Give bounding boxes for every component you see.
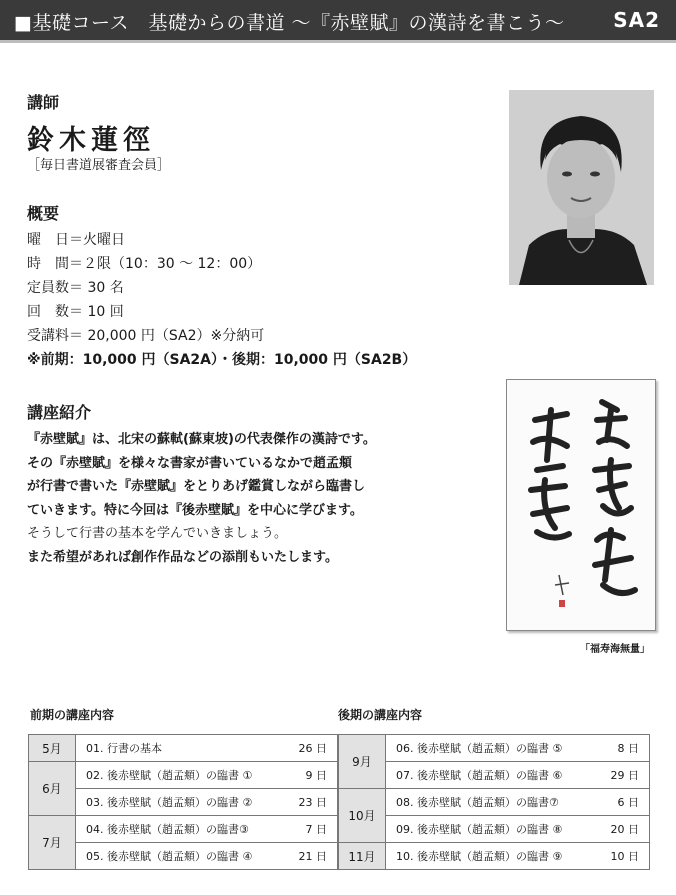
instructor-name: 鈴木蓮徑 [27, 125, 155, 156]
date-cell: 21 日 [290, 843, 337, 870]
date-cell: 9 日 [290, 762, 337, 789]
table-row [29, 735, 338, 762]
overview-line: 回 数＝ 10 回 [27, 304, 124, 320]
table-row [339, 843, 650, 870]
intro-text [27, 428, 397, 569]
month-cell: 6月 [29, 762, 76, 816]
calligraphy-artwork [506, 379, 656, 631]
month-cell: 9月 [339, 735, 386, 789]
intro-label: 講座紹介 [27, 403, 92, 422]
overview-line: 時 間＝２限（10：30 ～ 12：00） [27, 256, 262, 272]
table-row [29, 816, 338, 843]
table-row [29, 762, 338, 789]
date-cell: 8 日 [602, 735, 650, 762]
topic-cell: 05. 後赤壁賦（趙孟頫）の臨書 ④ [76, 843, 291, 870]
intro-line: その『赤壁賦』を様々な書家が書いているなかで趙孟頫 [27, 455, 353, 471]
topic-cell: 03. 後赤壁賦（趙孟頫）の臨書 ② [76, 789, 291, 816]
table-row [29, 789, 338, 816]
topic-cell: 02. 後赤壁賦（趙孟頫）の臨書 ① [76, 762, 291, 789]
first-term-schedule [28, 734, 338, 870]
date-cell: 20 日 [602, 816, 650, 843]
table-row [339, 735, 650, 762]
topic-cell: 04. 後赤壁賦（趙孟頫）の臨書③ [76, 816, 291, 843]
overview-label: 概要 [27, 204, 60, 223]
topic-cell: 01. 行書の基本 [76, 735, 291, 762]
overview-details [27, 228, 416, 372]
second-term-schedule [338, 734, 650, 870]
instructor-label: 講師 [27, 93, 60, 112]
table-row [339, 789, 650, 816]
date-cell: 23 日 [290, 789, 337, 816]
instructor-photo [509, 90, 654, 285]
overview-line: 曜 日＝火曜日 [27, 232, 125, 248]
intro-line: 『赤壁賦』は、北宋の蘇軾(蘇東坡)の代表傑作の漢詩です。 [27, 432, 376, 447]
date-cell: 26 日 [290, 735, 337, 762]
month-cell: 7月 [29, 816, 76, 870]
topic-cell: 09. 後赤壁賦（趙孟頫）の臨書 ⑧ [386, 816, 602, 843]
topic-cell: 06. 後赤壁賦（趙孟頫）の臨書 ⑤ [386, 735, 602, 762]
date-cell: 6 日 [602, 789, 650, 816]
month-cell: 11月 [339, 843, 386, 870]
month-cell: 5月 [29, 735, 76, 762]
overview-line: ※前期：10,000 円（SA2A）・後期：10,000 円（SA2B） [27, 352, 417, 368]
course-title: ■基礎コース 基礎からの書道 ～『赤壁賦』の漢詩を書こう～ [14, 12, 565, 34]
topic-cell: 07. 後赤壁賦（趙孟頫）の臨書 ⑥ [386, 762, 602, 789]
artwork-caption: 「福寿海無量」 [580, 644, 650, 655]
topic-cell: 10. 後赤壁賦（趙孟頫）の臨書 ⑨ [386, 843, 602, 870]
intro-line: ていきます。特に今回は『後赤壁賦』を中心に学びます。 [27, 502, 363, 518]
table-row [339, 816, 650, 843]
course-code: SA2 [613, 8, 660, 32]
month-cell: 10月 [339, 789, 386, 843]
overview-line: 定員数＝ 30 名 [27, 280, 124, 296]
table-row [29, 843, 338, 870]
portrait-graphic [509, 90, 654, 285]
topic-cell: 08. 後赤壁賦（趙孟頫）の臨書⑦ [386, 789, 602, 816]
first-term-title: 前期の講座内容 [30, 708, 115, 722]
date-cell: 29 日 [602, 762, 650, 789]
calligraphy-strokes [507, 380, 655, 630]
second-term-title: 後期の講座内容 [338, 708, 423, 722]
intro-line: そうして行書の基本を学んでいきましょう。 [27, 526, 288, 541]
table-row [339, 762, 650, 789]
date-cell: 10 日 [602, 843, 650, 870]
header-banner [0, 0, 676, 43]
overview-line: 受講料＝ 20,000 円（SA2）※分納可 [27, 328, 265, 344]
intro-line: が行書で書いた『赤壁賦』をとりあげ鑑賞しながら臨書し [27, 479, 366, 494]
intro-line: また希望があれば創作作品などの添削もいたします。 [27, 549, 338, 565]
instructor-affiliation: ［毎日書道展審査会員］ [27, 158, 171, 173]
date-cell: 7 日 [290, 816, 337, 843]
